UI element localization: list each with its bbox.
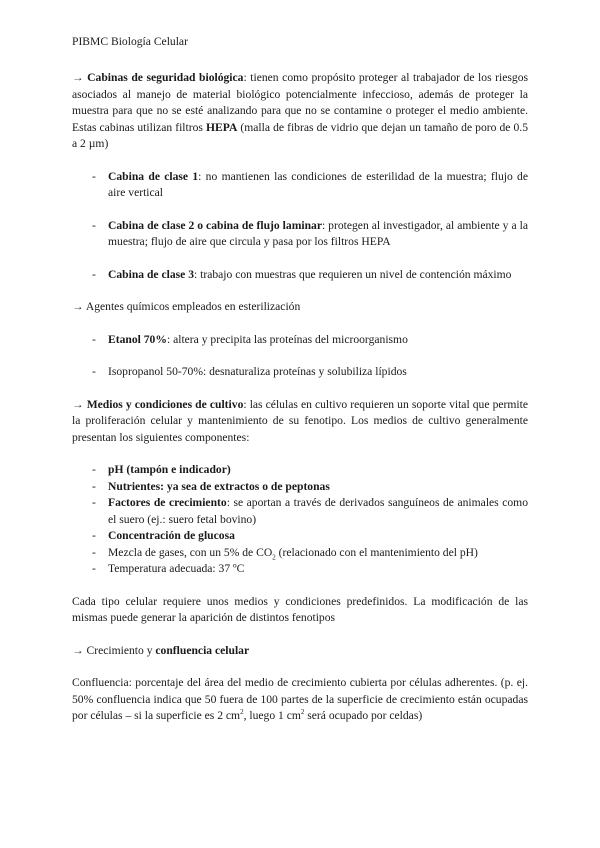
item-term: Factores de crecimiento bbox=[108, 496, 227, 509]
superscript: 2 bbox=[240, 708, 244, 717]
hepa-term: HEPA bbox=[205, 120, 238, 134]
arrow-icon: → bbox=[72, 397, 87, 411]
componentes-list bbox=[92, 462, 528, 578]
arrow-icon: → bbox=[72, 71, 88, 84]
list-item bbox=[92, 364, 528, 381]
cabinas-list bbox=[92, 169, 528, 284]
item-text: Temperatura adecuada: 37 ºC bbox=[108, 562, 245, 575]
item-term: Etanol 70% bbox=[108, 332, 167, 346]
medios-title: Medios y condiciones de cultivo bbox=[86, 397, 244, 411]
list-item bbox=[92, 332, 528, 349]
confluencia-paragraph bbox=[72, 675, 528, 725]
agentes-heading: → Agentes químicos empleados en esterilización bbox=[72, 300, 301, 313]
paragraph-text: , luego 1 cm bbox=[243, 709, 301, 722]
medios-paragraph bbox=[72, 397, 528, 447]
item-text: (relacionado con el mantenimiento del pH) bbox=[275, 545, 478, 559]
cabinas-text: : tienen como propósito proteger al trabajador de los riesgos asociados al manejo de material biológico potencialmente infeccioso, además de proteger la muestra para que no se esté analizando para que no se contamine o proteger el medio ambiente. Estas cabinas utilizan filtros bbox=[72, 71, 529, 134]
list-item bbox=[92, 479, 528, 496]
item-text: : protegen al investigador, al ambiente y a la muestra; flujo de aire que circula y pasa por los filtros HEPA bbox=[108, 218, 528, 248]
cabinas-paragraph bbox=[72, 70, 528, 153]
page-header: PIBMC Biología Celular bbox=[72, 35, 188, 48]
document-body bbox=[72, 70, 528, 741]
item-text: : trabajo con muestras que requieren un nivel de contención máximo bbox=[194, 267, 512, 281]
item-text: : no mantienen las condiciones de esterilidad de la muestra; flujo de aire vertical bbox=[108, 169, 528, 199]
paragraph-text: Confluencia: porcentaje del área del medio de crecimiento cubierta por células adherentes. (p. ej. 50% confluencia indica que 50 fuera de 100 partes de la superficie de crecimiento están ocupadas por células – si la superficie es 2 cm bbox=[72, 676, 528, 722]
item-term: Cabina de clase 1 bbox=[108, 169, 199, 183]
agentes-list bbox=[92, 332, 528, 381]
item-term: Nutrientes: ya sea de extractos o de peptonas bbox=[108, 479, 330, 493]
item-text: Mezcla de gases, con un 5% de CO bbox=[108, 545, 273, 559]
item-term: pH (tampón e indicador) bbox=[108, 463, 231, 476]
list-item bbox=[92, 267, 528, 284]
heading-term: confluencia celular bbox=[155, 643, 250, 657]
list-item bbox=[92, 528, 528, 545]
superscript: 2 bbox=[300, 708, 305, 717]
list-item bbox=[92, 218, 528, 251]
item-term: Cabina de clase 2 o cabina de flujo laminar bbox=[108, 218, 322, 232]
paragraph-text: será ocupado por celdas) bbox=[304, 709, 423, 722]
list-item bbox=[92, 561, 528, 578]
cabinas-text-end: (malla de fibras de vidrio que dejan un tamaño de poro de 0.5 a 2 µm) bbox=[72, 120, 529, 150]
item-text: : se aportan a través de derivados sanguíneos de animales como el suero (ej.: suero fetal bovino) bbox=[108, 496, 528, 526]
subscript: 2 bbox=[272, 552, 276, 561]
heading-text: → Crecimiento y bbox=[72, 643, 156, 657]
crecimiento-heading bbox=[72, 643, 528, 660]
item-text: Isopropanol 50-70%: desnaturaliza proteínas y solubiliza lípidos bbox=[108, 365, 407, 378]
item-term: Cabina de clase 3 bbox=[108, 267, 194, 281]
cada-tipo-paragraph: Cada tipo celular requiere unos medios y condiciones predefinidos. La modificación de las mismas puede generar la aparición de distintos fenotipos bbox=[72, 594, 528, 624]
item-text: : altera y precipita las proteínas del microorganismo bbox=[166, 332, 408, 346]
list-item bbox=[92, 462, 528, 479]
list-item bbox=[92, 169, 528, 202]
cabinas-title: Cabinas de seguridad biológica bbox=[87, 71, 244, 84]
medios-text: : las células en cultivo requieren un soporte vital que permite la proliferación celular y mantenimiento de su fenotipo. Los medios de cultivo generalmente presentan los siguientes componentes: bbox=[72, 397, 529, 444]
list-item bbox=[92, 545, 528, 562]
item-term: Concentración de glucosa bbox=[108, 529, 235, 542]
list-item bbox=[92, 495, 528, 528]
